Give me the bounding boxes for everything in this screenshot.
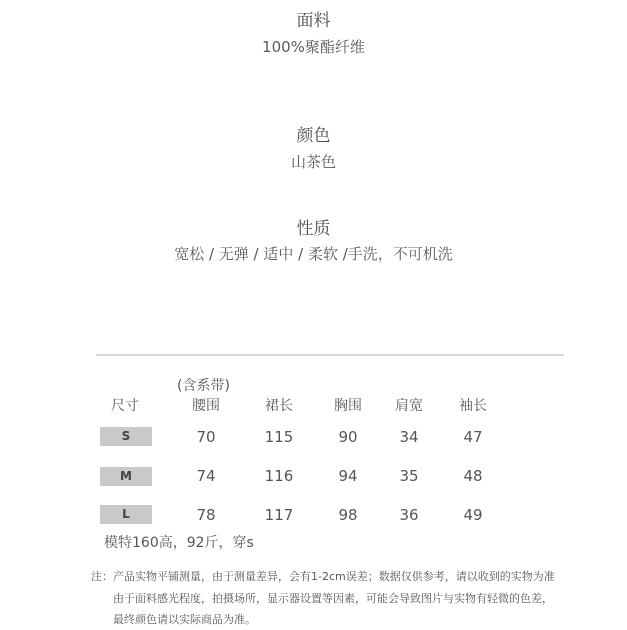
color-value: 山茶色 <box>290 153 336 171</box>
section-divider <box>96 354 564 356</box>
property-value: 宽松 / 无弹 / 适中 / 柔软 /手洗，不可机洗 <box>174 245 453 263</box>
cell-s-sleeve: 47 <box>463 428 483 446</box>
header-size: 尺寸 <box>111 398 139 414</box>
note-line-3: 最终颜色请以实际商品为准。 <box>113 613 256 626</box>
cell-l-sleeve: 49 <box>463 506 483 524</box>
cell-m-length: 116 <box>264 467 294 485</box>
cell-l-length: 117 <box>264 506 294 524</box>
header-length: 裙长 <box>265 398 293 414</box>
size-badge-l: L <box>100 505 152 524</box>
property-title: 性质 <box>296 219 331 239</box>
cell-s-waist: 70 <box>196 428 216 446</box>
size-badge-m: M <box>100 467 152 486</box>
cell-s-bust: 90 <box>338 428 358 446</box>
cell-m-shoulder: 35 <box>399 467 419 485</box>
cell-m-sleeve: 48 <box>463 467 483 485</box>
header-bust: 胸围 <box>334 398 362 414</box>
fabric-title: 面料 <box>296 11 331 31</box>
cell-s-length: 115 <box>264 428 294 446</box>
note-line-2: 由于面料感光程度，拍摄场所，显示器设置等因素，可能会导致图片与实物有轻微的色差， <box>113 592 553 605</box>
cell-m-waist: 74 <box>196 467 216 485</box>
fabric-value: 100%聚酯纤维 <box>262 38 365 56</box>
color-title: 颜色 <box>296 126 331 146</box>
header-shoulder: 肩宽 <box>395 398 423 414</box>
model-info: 模特160高，92斤，穿s <box>104 535 254 551</box>
cell-l-bust: 98 <box>338 506 358 524</box>
cell-l-waist: 78 <box>196 506 216 524</box>
cell-s-shoulder: 34 <box>399 428 419 446</box>
note-line-1: 注：产品实物平铺测量，由于测量差异，会有1-2cm误差；数据仅供参考，请以收到的实物为准 <box>91 570 555 583</box>
waist-note: (含系带) <box>177 378 230 394</box>
cell-l-shoulder: 36 <box>399 506 419 524</box>
header-sleeve: 袖长 <box>459 398 487 414</box>
cell-m-bust: 94 <box>338 467 358 485</box>
header-waist: 腰围 <box>192 398 220 414</box>
size-badge-s: S <box>100 427 152 446</box>
